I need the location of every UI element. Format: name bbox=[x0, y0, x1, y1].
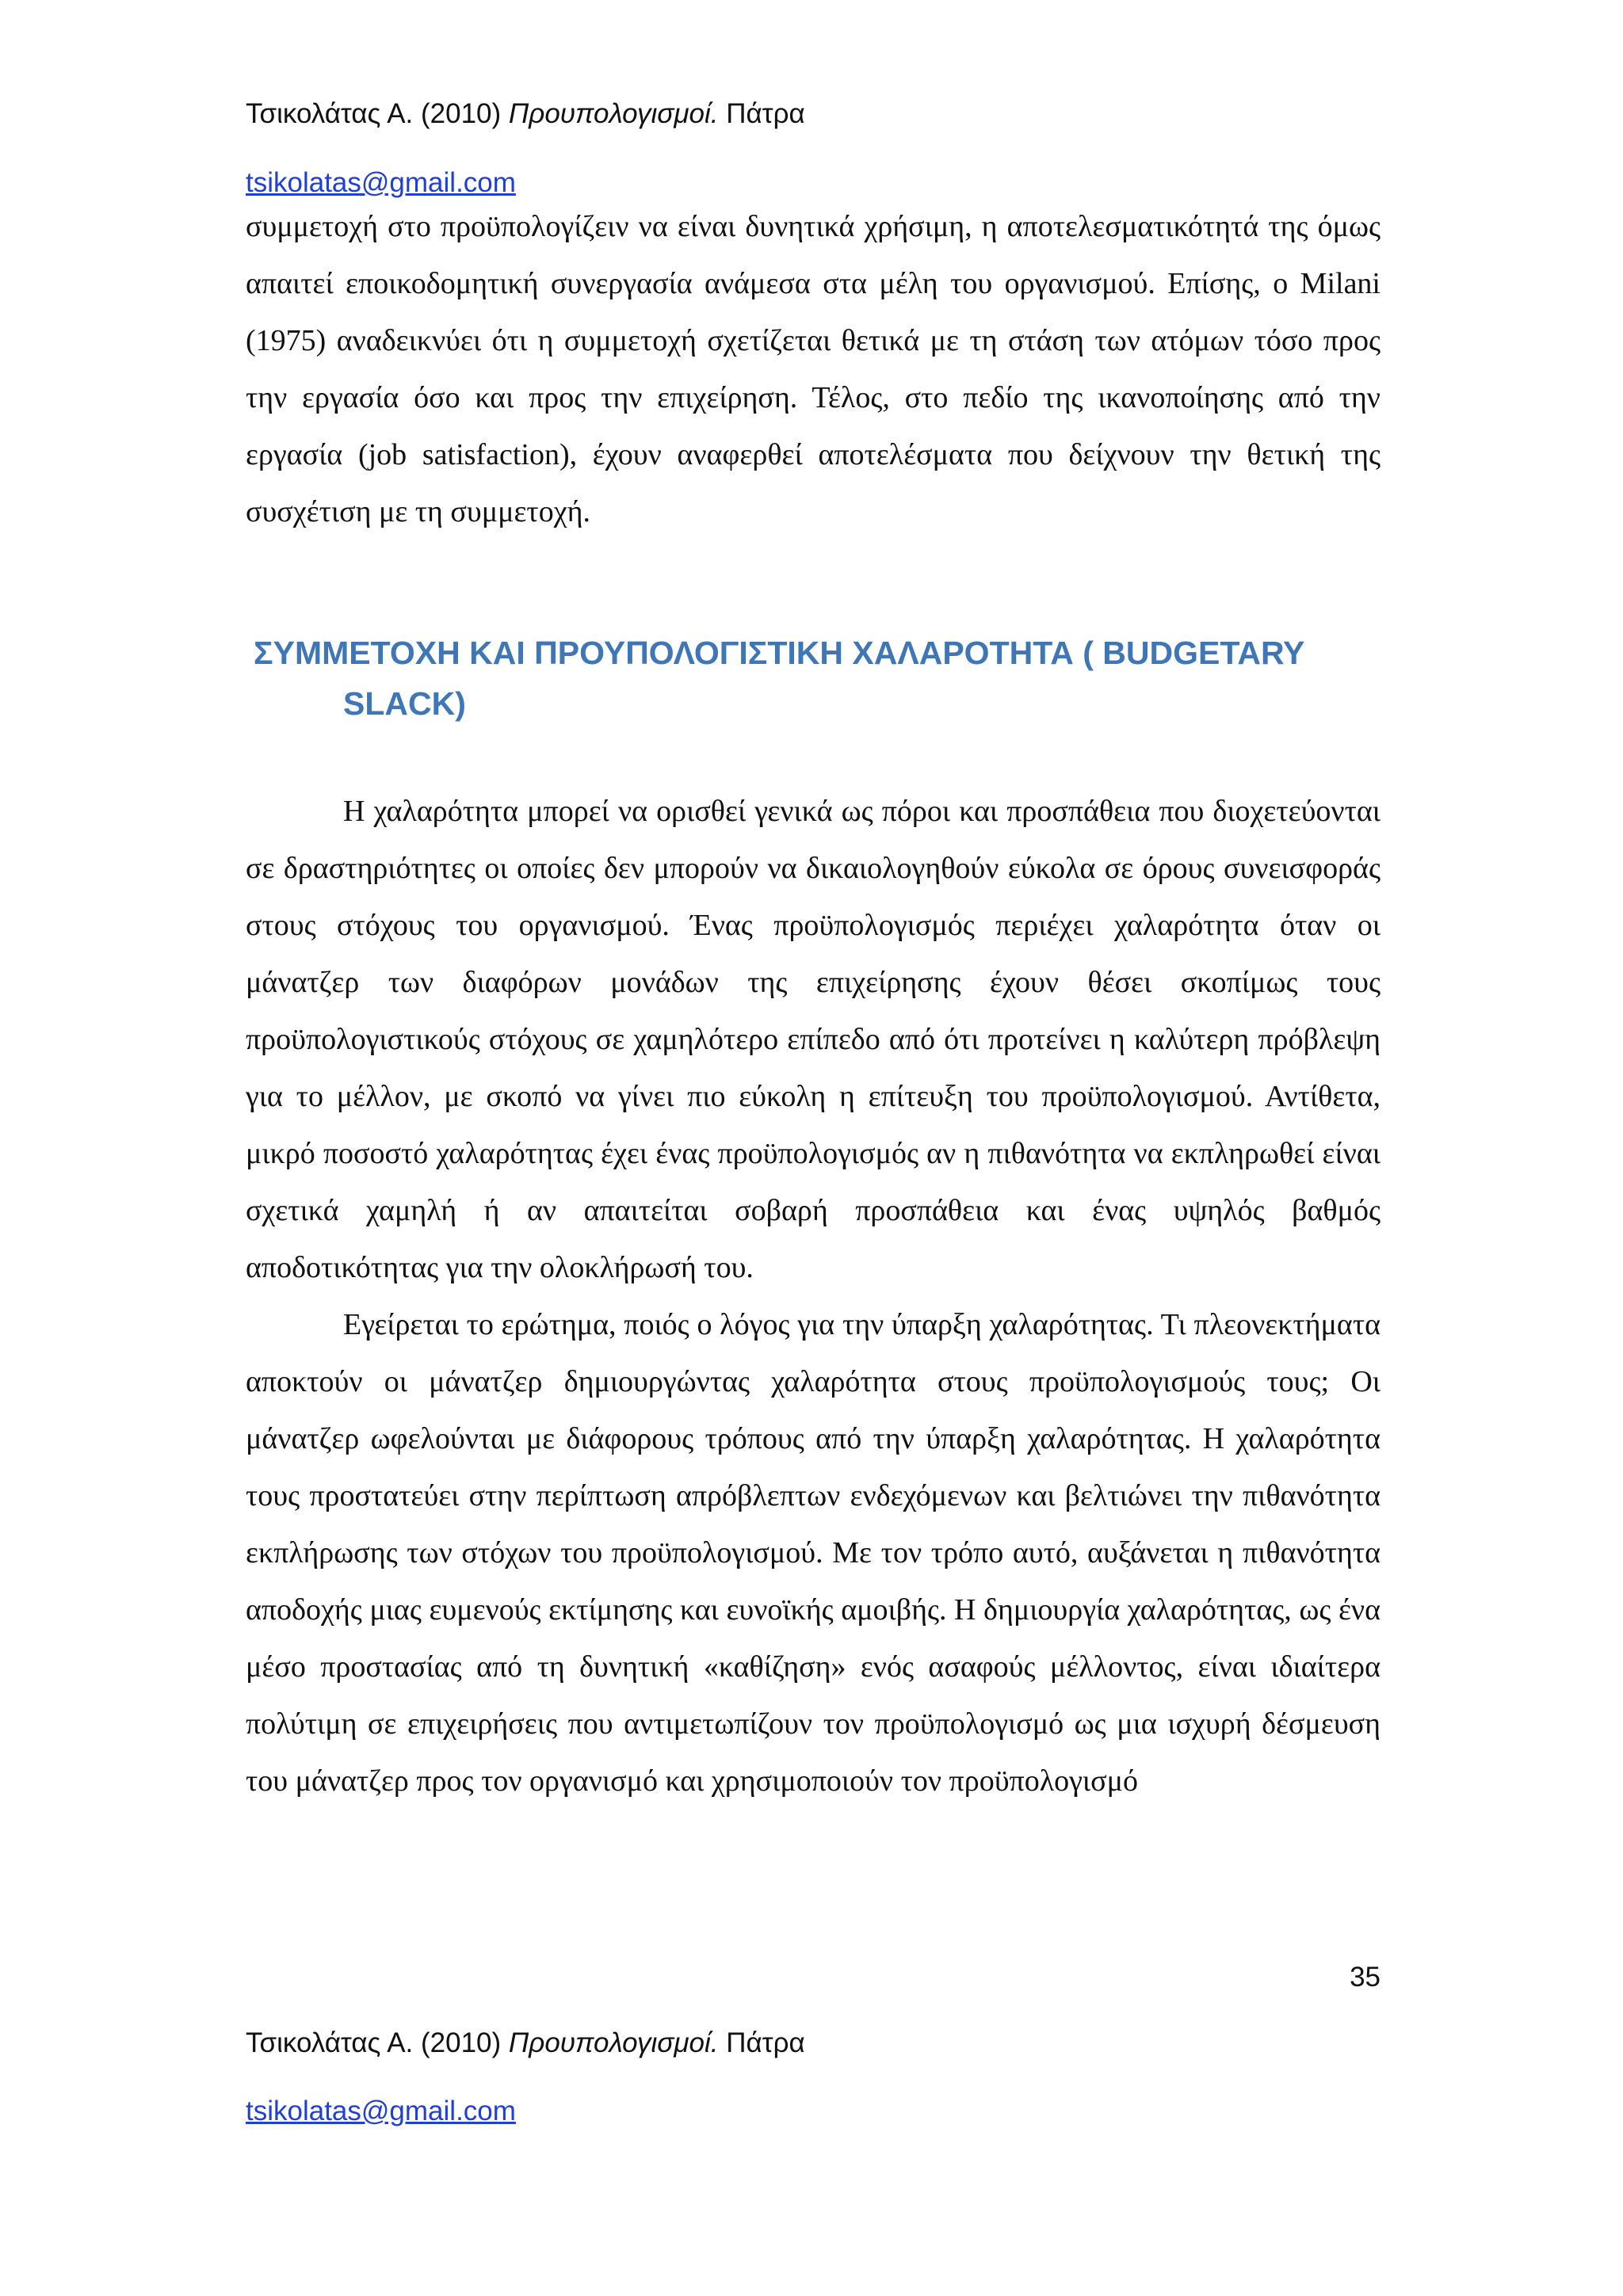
section-heading-line2: SLACK) bbox=[343, 685, 466, 722]
header-author-year: Τσικολάτας Α. (2010) bbox=[246, 98, 509, 129]
intro-paragraph: συμμετοχή στο προϋπολογίζειν να είναι δυνητικά χρήσιμη, η αποτελεσματικότητά της όμως απαιτεί εποικοδομητική συνεργασία ανάμεσα στα μέλη του οργανισμού. Επίσης, ο Milani (1975) αναδεικνύει ότι η συμμετοχή σχετίζεται θετικά με τη στάση των ατόμων τόσο προς την εργασία όσο και προς την επιχείρηση. Τέλος, στο πεδίο της ικανοποίησης από την εργασία (job satisfaction), έχουν αναφερθεί αποτελέσματα που δείχνουν την θετική της συσχέτιση με τη συμμετοχή. bbox=[246, 210, 1381, 528]
section-paragraph-1: Η χαλαρότητα μπορεί να ορισθεί γενικά ως πόροι και προσπάθεια που διοχετεύονται σε δραστηριότητες οι οποίες δεν μπορούν να δικαιολογηθούν εύκολα σε όρους συνεισφοράς στους στόχους του οργανισμού. Ένας προϋπολογισμός περιέχει χαλαρότητα όταν οι μάνατζερ των διαφόρων μονάδων της επιχείρησης έχουν θέσει σκοπίμως τους προϋπολογιστικούς στόχους σε χαμηλότερο επίπεδο από ότι προτείνει η καλύτερη πρόβλεψη για το μέλλον, με σκοπό να γίνει πιο εύκολη η επίτευξη του προϋπολογισμού. Αντίθετα, μικρό ποσοστό χαλαρότητας έχει ένας προϋπολογισμός αν η πιθανότητα να εκπληρωθεί είναι σχετικά χαμηλή ή αν απαιτείται σοβαρή προσπάθεια και ένας υψηλός βαθμός αποδοτικότητας για την ολοκλήρωσή του. bbox=[246, 795, 1381, 1284]
page-number: 35 bbox=[1350, 1962, 1381, 1993]
section-paragraph-2: Εγείρεται το ερώτημα, ποιός ο λόγος για την ύπαρξη χαλαρότητας. Τι πλεονεκτήματα αποκτούν οι μάνατζερ δημιουργώντας χαλαρότητα στους προϋπολογισμούς τους; Οι μάνατζερ ωφελούνται με διάφορους τρόπους από την ύπαρξη χαλαρότητας. Η χαλαρότητα τους προστατεύει στην περίπτωση απρόβλεπτων ενδεχόμενων και βελτιώνει την πιθανότητα εκπλήρωσης των στόχων του προϋπολογισμού. Με τον τρόπο αυτό, αυξάνεται η πιθανότητα αποδοχής μιας ευμενούς εκτίμησης και ευνοϊκής αμοιβής. Η δημιουργία χαλαρότητας, ως ένα μέσο προστασίας από τη δυνητική «καθίζηση» ενός ασαφούς μέλλοντος, είναι ιδιαίτερα πολύτιμη σε επιχειρήσεις που αντιμετωπίζουν τον προϋπολογισμό ως μια ισχυρή δέσμευση του μάνατζερ προς τον οργανισμό και χρησιμοποιούν τον προϋπολογισμό bbox=[246, 1308, 1381, 1798]
header-title: Προυπολογισμοί. bbox=[508, 98, 719, 129]
header-place: Πάτρα bbox=[718, 98, 805, 129]
footer-email-link[interactable]: tsikolatas@gmail.com bbox=[246, 2096, 516, 2126]
footer-author-year: Τσικολάτας Α. (2010) bbox=[246, 2027, 509, 2058]
intro-paragraph-block bbox=[246, 198, 1381, 540]
section-heading-line1: ΣΥΜΜΕΤΟΧΗ ΚΑΙ ΠΡΟΥΠΟΛΟΓΙΣΤΙΚΗ ΧΑΛΑΡΟΤΗΤΑ ( BUDGETARY bbox=[254, 635, 1305, 671]
section-body bbox=[246, 783, 1381, 1810]
page-footer bbox=[246, 2027, 805, 2059]
footer-title: Προυπολογισμοί. bbox=[508, 2027, 719, 2058]
page-header bbox=[246, 98, 805, 130]
header-email-link[interactable]: tsikolatas@gmail.com bbox=[246, 167, 516, 198]
footer-place: Πάτρα bbox=[718, 2027, 805, 2058]
section-heading bbox=[254, 627, 1387, 729]
